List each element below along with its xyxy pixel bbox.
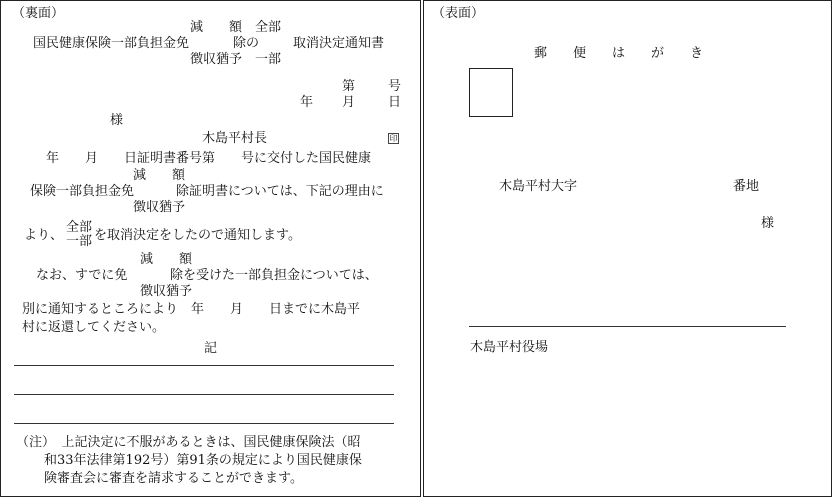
para2-line2: 別に通知するところにより 年 月 日までに木島平 <box>22 302 361 317</box>
note-line1: （注） 上記決定に不服があるときは、国民健康保険法（昭 <box>16 435 361 450</box>
date-nen: 年 <box>300 95 314 110</box>
stamp-box <box>469 68 513 117</box>
number-go: 号 <box>388 79 402 94</box>
note-line3: 険審査会に審査を請求することができます。 <box>44 471 303 486</box>
para2-line3: 村に返還してください。 <box>22 320 166 335</box>
para1-line1: 年 月 日証明書番号第 号に交付した国民健康 <box>46 151 372 166</box>
para1-line3-left: より、 <box>24 228 64 243</box>
title-main-right: 取消決定通知書 <box>293 36 385 51</box>
number-dai: 第 <box>342 79 356 94</box>
sender-name: 木島平村役場 <box>470 340 549 355</box>
back-label: （裏面） <box>12 6 65 21</box>
date-gatsu: 月 <box>342 95 356 110</box>
date-nichi: 日 <box>388 95 402 110</box>
title-main-mid: 除の <box>233 36 260 51</box>
postcard-heading: 郵 便 は が き <box>534 46 704 61</box>
para2-line1-right: 除を受けた一部負担金については、 <box>170 268 378 283</box>
ki-label: 記 <box>204 341 218 356</box>
title-main-left: 国民健康保険一部負担金免 <box>33 36 190 51</box>
front-label: （表面） <box>432 6 485 21</box>
front-sama: 様 <box>761 216 775 231</box>
para2-over: 減 額 <box>140 252 193 267</box>
sender-rule <box>469 326 786 327</box>
para2-line1-left: なお、すでに免 <box>36 268 128 283</box>
issuer-name: 木島平村長 <box>202 131 268 146</box>
para2-under: 徴収猶予 <box>140 284 193 299</box>
para1-line3-lower: 一部 <box>66 234 93 249</box>
reason-line-3 <box>14 423 394 424</box>
addressee-sama: 様 <box>110 113 124 128</box>
para1-line2-right: 除証明書については、下記の理由に <box>176 184 384 199</box>
para1-line2-left: 保険一部負担金免 <box>30 184 135 199</box>
title-top: 減 額 全部 <box>190 20 282 35</box>
reason-line-1 <box>14 365 394 366</box>
note-line2: 和33年法律第192号）第91条の規定により国民健康保 <box>44 453 362 468</box>
seal-mark: 印 <box>389 134 398 143</box>
para1-line3-right: を取消決定をしたので通知します。 <box>94 228 301 243</box>
address-right: 番地 <box>733 179 760 194</box>
para1-line3-upper: 全部 <box>66 220 93 235</box>
address-left: 木島平村大字 <box>499 179 578 194</box>
reason-line-2 <box>14 394 394 395</box>
para1-over: 減 額 <box>133 168 186 183</box>
title-bottom: 徴収猶予 一部 <box>190 52 282 67</box>
para1-under: 徴収猶予 <box>133 200 186 215</box>
